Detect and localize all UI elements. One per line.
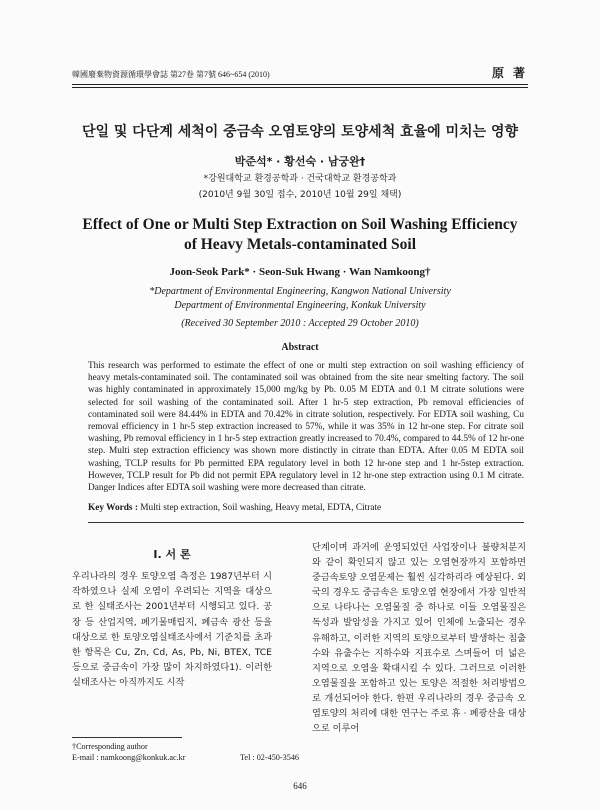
body-column-right: 단계이며 과거에 운영되었던 사업장이나 불량처분지와 같이 확인되지 않고 있는 오염현장까지 포함하면 중금속토양 오염문제는 훨씬 심각하리라 예상된다. 외국의 경우도 중금속은 토양오염 현장에서 가장 일반적으로 나타나는 오염물질 중 하나로 이들 오염물질은 독성과 발암성을 가지고 있어 인체에 노출되는 경우 유해하고, 이러한 지역의 토양으로부터 발생하는 침출수와 유출수는 지하수와 지표수로 스며들어 더 넓은 지역으로 오염을 확대시킬 수 있다. 그러므로 이러한 오염물질을 포함하고 있는 토양은 적절한 처리방법으로 개선되어야 한다. 한편 우리나라의 경우 중금속 오염토양의 처리에 대한 연구는 주로 휴 · 폐광산을 대상으로 이루어 [312,542,526,735]
korean-title: 단일 및 다단계 세척이 중금속 오염토양의 토양세척 효율에 미치는 영향 [81,124,519,140]
author-telephone: Tel : 02-450-3546 [240,753,300,762]
header-rule-thin [72,87,528,88]
keywords-text: Multi step extraction, Soil washing, Heavy metal, EDTA, Citrate [137,503,382,513]
abstract-heading: Abstract [281,342,319,353]
article-type-label: 原 著 [491,66,528,80]
section-heading-introduction: I. 서 론 [153,548,191,561]
abstract-text: This research was performed to estimate the effect of one or multi step extraction on soil washing efficiency of heavy metals-contaminated soil. The contaminated soil was obtained from the site near smelting factory. The soil was highly contaminated in approximately 15,000 mg/kg by Pb. 0.05 M EDTA and 0.1 M citrate solutions were selected for soil washing of the contaminated soil. After 1 hr-5 step extraction, Pb removal efficiencies of contaminated soil were 84.44% in EDTA and 70.42% in citrate solution, respectively. For EDTA soil washing, Cu removal efficiency in 1 hr-5 step extraction increased to 57%, while it was 35% in 12 hr-one step. For citrate soil washing, Pb removal efficiency in 1 hr-5 step extraction greatly increased to 70.4%, compared to 44.5% of 12 hr-one step. Multi step extraction efficiency was shown more distinctly in citrate than EDTA. After 0.05 M EDTA soil washing, TCLP results for Pb permitted EPA regulatory level in both 12 hr-one step and 1 hr-5step extraction. However, TCLP result for Pb did not permit EPA regulatory level in 12 hr-one step extraction using 0.1 M citrate. Danger Indices after EDTA soil washing were more decreased than citrate. [88,361,524,494]
running-header [72,64,528,82]
footnote [72,741,302,763]
keywords-rule [88,522,524,523]
affiliation-line2: Department of Environmental Engineering, Konkuk University [174,300,426,311]
english-title [40,215,560,255]
header-rule [72,84,528,85]
keywords-label: Key Words : [88,503,138,513]
english-authors: Joon-Seok Park* · Seon-Suk Hwang · Wan Namkoong† [169,266,431,278]
english-title-line1: Effect of One or Multi Step Extraction on Soil Washing Efficiency [82,216,518,233]
author-email: E-mail : namkoong@konkuk.ac.kr [72,753,186,762]
journal-citation: 韓國廢棄物資源循環學會誌 第27卷 第7號 646~654 (2010) [72,70,270,79]
korean-affiliation: *강원대학교 환경공학과 · 건국대학교 환경공학과 [203,174,397,184]
korean-authors: 박준석* · 황선숙 · 남궁완† [234,155,366,168]
body-column-left: 우리나라의 경우 토양오염 측정은 1987년부터 시작하였으나 실제 오염이 우려되는 지역을 대상으로 한 실태조사는 2001년부터 시행되고 있다. 공장 등 산업지역, 폐기물매립지, 폐금속 광산 등을 대상으로 한 토양오염실태조사에서 기준치를 초과한 항목은 Cu, Zn, Cd, As, Pb, Ni, BTEX, TCE 등으로 중금속이 가장 많이 차지하였다1). 이러한 실태조사는 아직까지도 시작 [72,571,272,689]
korean-dates: (2010년 9월 30일 접수, 2010년 10월 29일 채택) [198,190,402,200]
affiliation-line1: *Department of Environmental Engineering, Kangwon National University [149,286,451,297]
footnote-rule [72,737,182,738]
english-dates: (Received 30 September 2010 : Accepted 29 October 2010) [181,318,419,329]
english-title-line2: of Heavy Metals-contaminated Soil [183,236,417,253]
page-number: 646 [293,781,307,791]
english-affiliation [40,285,560,313]
keywords [88,503,524,513]
corresponding-author: †Corresponding author [72,742,148,751]
